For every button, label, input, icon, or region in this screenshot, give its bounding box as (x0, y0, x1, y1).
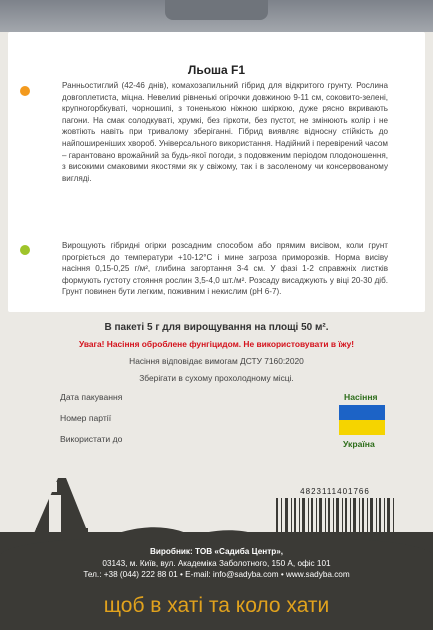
packing-date-label: Дата пакування (60, 392, 123, 402)
product-title: Льоша F1 (187, 63, 246, 77)
manufacturer-contacts: Тел.: +38 (044) 222 88 01 • E-mail: info@sadyba.com • www.sadyba.com (83, 570, 350, 579)
growing-paragraph: Вирощують гібридні огірки розсадним способом або прямим висівом, коли грунт прогріється до температури +10-12°С і мине загроза приморозків. Норма висіву насіння 0,15-0,25 г/м², глибина загортання 3-4 см. У фазі 1-2 справжніх листків формують густоту стояння рослин 3,5-4,0 шт./м². Розсаду висаджують у віці 20-30 діб. Грунт повинен бути легким, поживним і некислим (рН 6-7). (62, 241, 388, 297)
description-paragraph: Ранньостиглий (42-46 днів), комахозапильний гібрид для відкритого грунту. Рослина довгоплетиста, міцна. Невеликі рівненькі огірочки довжиною 9-11 см, соковито-зелені, крупногорбкуваті, чорношипі, з тоненькою ніжною шкіркою, дуже рясно вкривають пагони. На смак солодкуваті, хрумкі, без гіркоти, без пустот, не змінюють колір і не жовтіють навіть при тривалому зберіганні. Гібрид виявляє відносну стійкість до найпоширеніших хвороб. Універсального використання. Надійний і перевірений часом – гарантовано врожайний за будь-якої погоди, з подовженим періодом плодоношення, з високими смаковими якостями як у свіжому, так і в засоленому чи консервованому вигляді. (62, 81, 388, 183)
use-by-label: Використати до (60, 434, 123, 444)
fungicide-warning: Увага! Насіння оброблене фунгіцидом. Не використовувати в їжу! (78, 339, 355, 349)
brand-slogan: щоб в хаті та коло хати (103, 594, 330, 617)
batch-number-label: Номер партії (60, 413, 112, 423)
standard-text: Насіння відповідає вимогам ДСТУ 7160:2020 (129, 356, 304, 366)
manufacturer-address: 03143, м. Київ, вул. Академіка Заболотного, 150 А, офіс 101 (102, 559, 331, 568)
hanger-notch (165, 0, 268, 20)
manufacturer-name: Виробник: ТОВ «Садиба Центр», (149, 547, 284, 556)
storage-text: Зберігати в сухому прохолодному місці. (139, 373, 294, 383)
barcode-number: 4823111401766 (300, 487, 370, 496)
green-bullet-icon (20, 245, 30, 255)
orange-bullet-icon (20, 86, 30, 96)
ukraine-flag-icon (339, 405, 385, 435)
seed-origin-label: Насіння (344, 392, 378, 402)
packet-weight-text: В пакеті 5 г для вирощування на площі 50 м². (104, 322, 329, 333)
country-label: Україна (343, 439, 375, 449)
